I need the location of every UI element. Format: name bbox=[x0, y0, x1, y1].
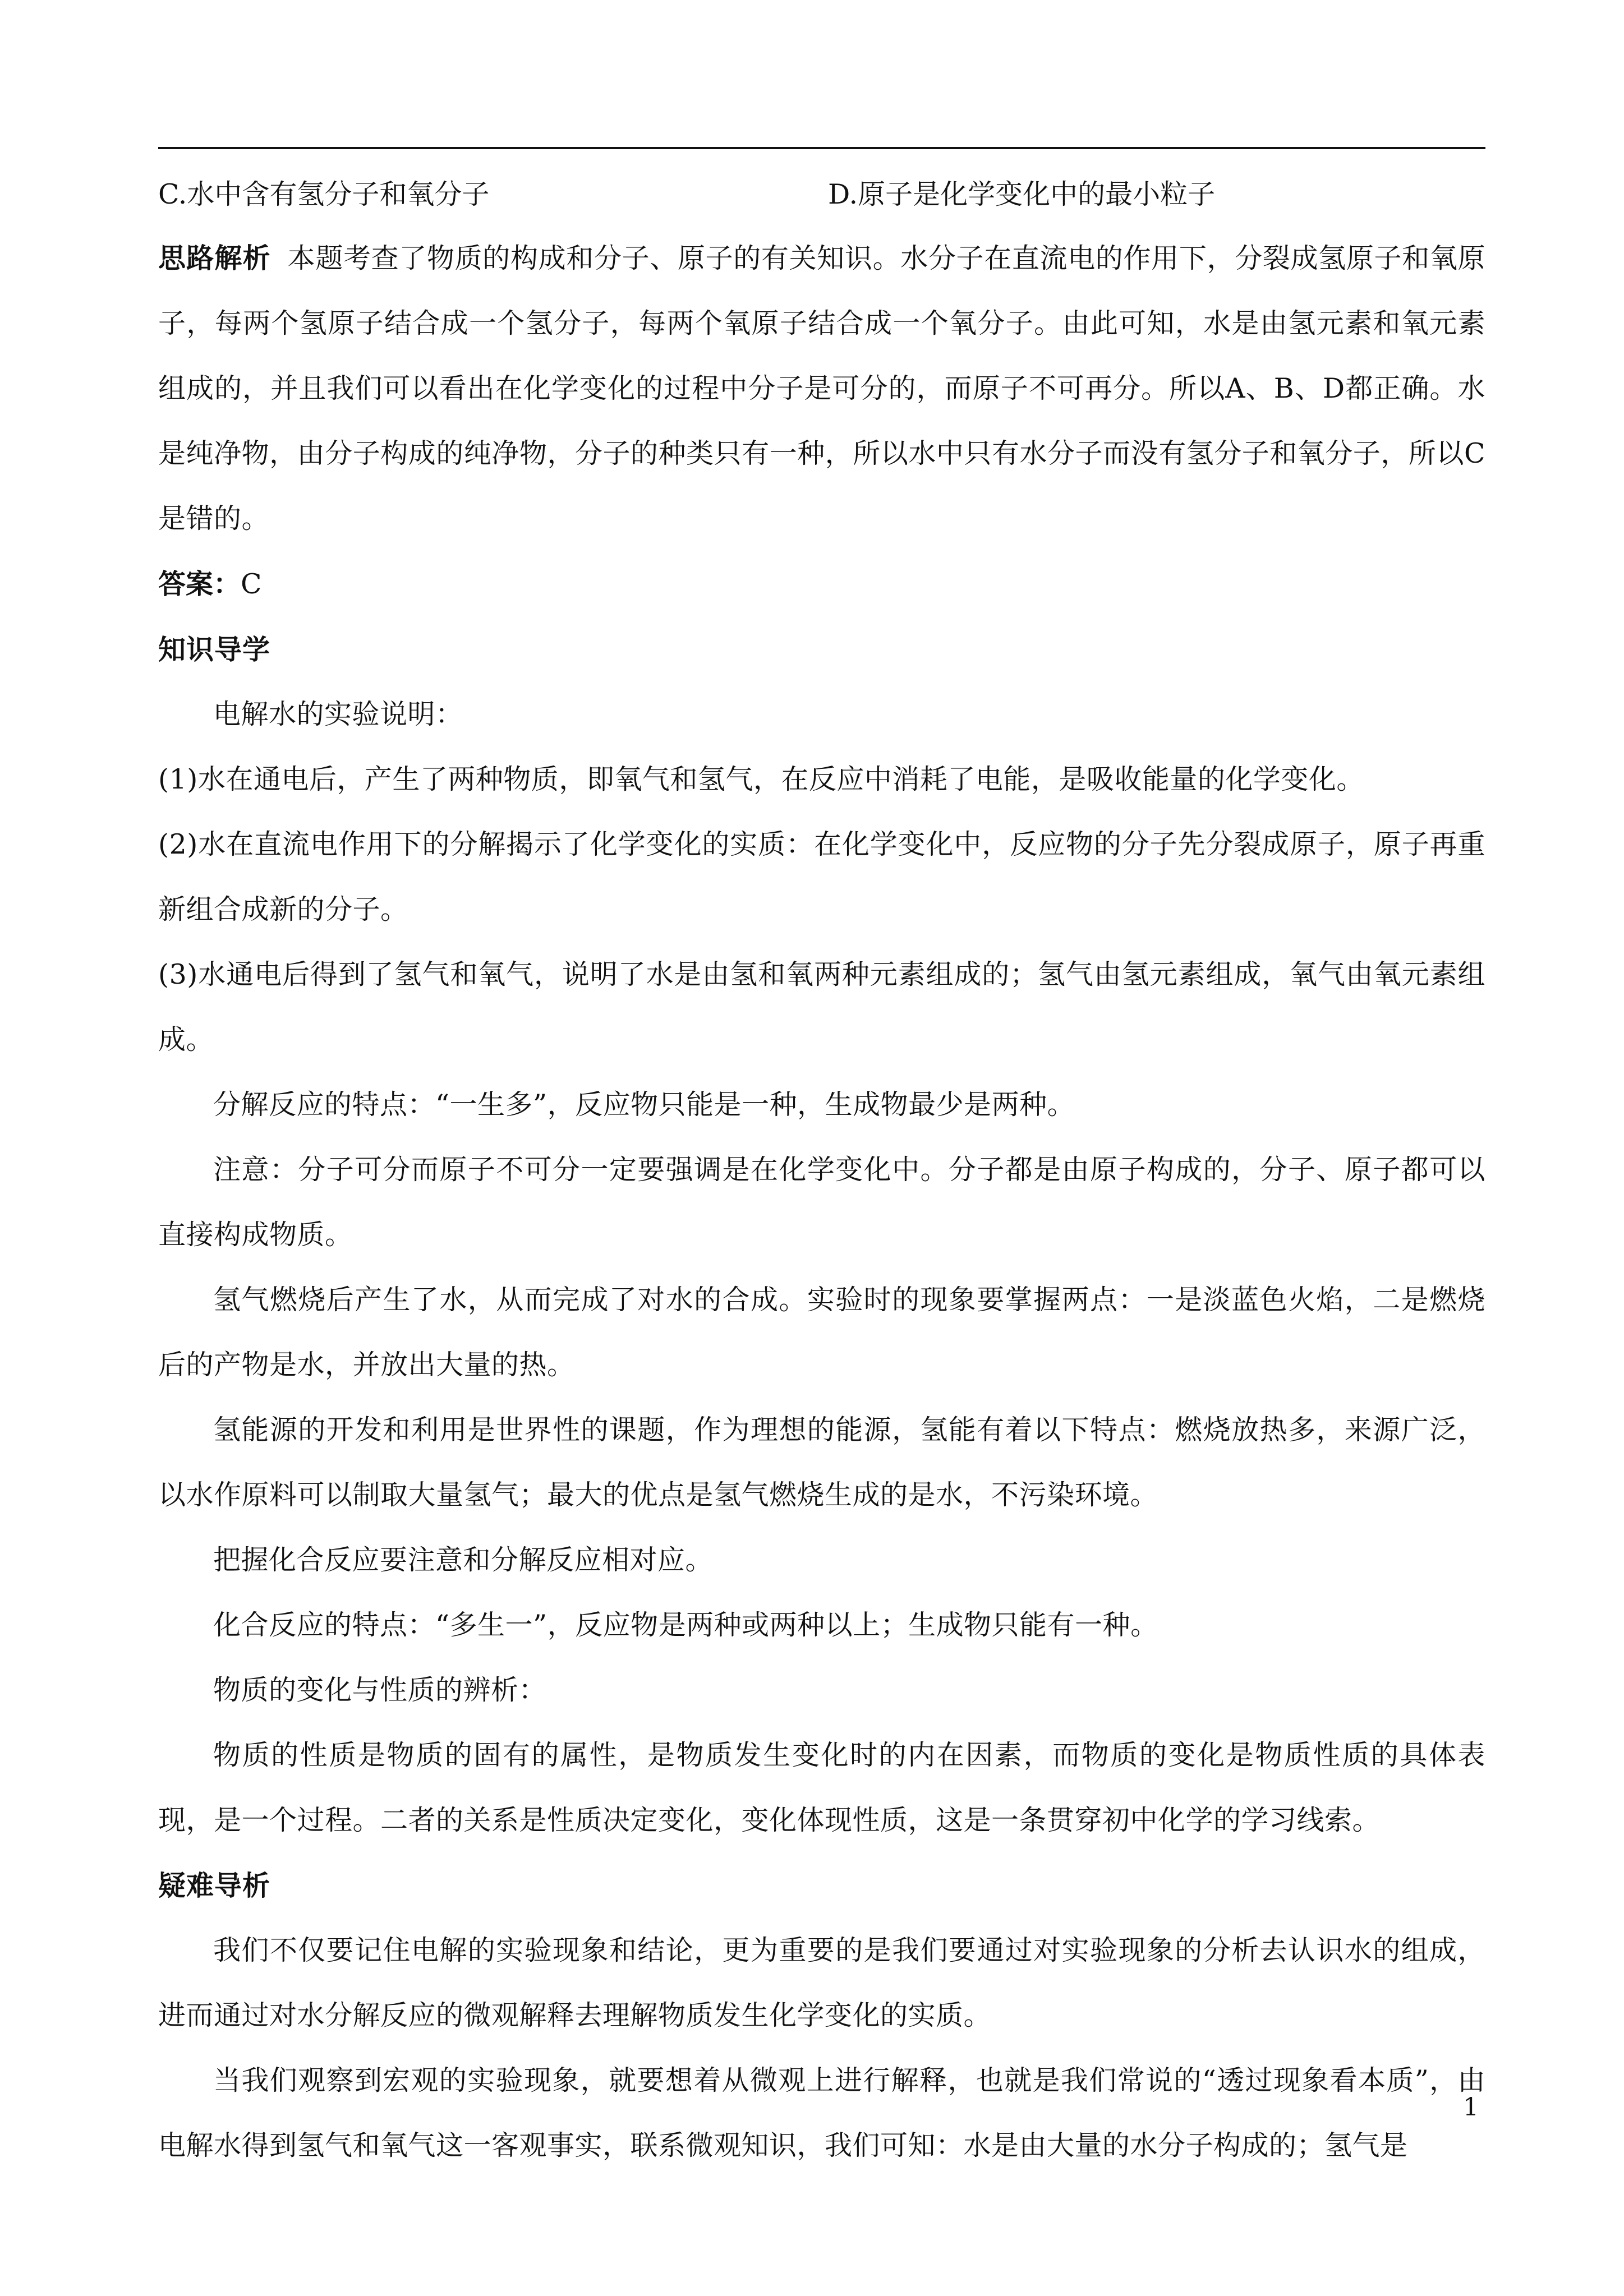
knowledge-point-1: (1)水在通电后，产生了两种物质，即氧气和氢气，在反应中消耗了电能，是吸收能量的化学变化。 bbox=[158, 763, 1364, 795]
section-heading-difficulty: 疑难导析 bbox=[158, 1869, 271, 1902]
knowledge-point-2: (2)水在直流电作用下的分解揭示了化学变化的实质：在化学变化中，反应物的分子先分裂成原子，原子再重新组合成新的分子。 bbox=[158, 828, 1485, 925]
knowledge-paragraph-combination-feature: 化合反应的特点：“多生一”，反应物是两种或两种以上；生成物只能有一种。 bbox=[213, 1609, 1158, 1641]
answer-options-row bbox=[158, 164, 1485, 225]
section-heading-knowledge: 知识导学 bbox=[158, 633, 271, 666]
knowledge-paragraph-note: 注意：分子可分而原子不可分一定要强调是在化学变化中。分子都是由原子构成的，分子、原子都可以直接构成物质。 bbox=[158, 1154, 1485, 1251]
option-d: D.原子是化学变化中的最小粒子 bbox=[828, 178, 1216, 210]
answer-value: C bbox=[241, 568, 262, 600]
difficulty-paragraph-1: 我们不仅要记住电解的实验现象和结论，更为重要的是我们要通过对实验现象的分析去认识水的组成，进而通过对水分解反应的微观解释去理解物质发生化学变化的实质。 bbox=[158, 1934, 1485, 2031]
knowledge-paragraph-decomposition: 分解反应的特点：“一生多”，反应物只能是一种，生成物最少是两种。 bbox=[213, 1089, 1075, 1121]
answer-label: 答案： bbox=[158, 568, 241, 600]
analysis-text: 本题考查了物质的构成和分子、原子的有关知识。水分子在直流电的作用下，分裂成氢原子和氧原子，每两个氢原子结合成一个氢分子，每两个氧原子结合成一个氧分子。由此可知，水是由氢元素和氧元素组成的，并且我们可以看出在化学变化的过程中分子是可分的，而原子不可再分。所以A、B、D都正确。水是纯净物，由分子构成的纯净物，分子的种类只有一种，所以水中只有水分子而没有氢分子和氧分子，所以C是错的。 bbox=[158, 242, 1485, 534]
analysis-label: 思路解析 bbox=[158, 242, 271, 274]
knowledge-intro: 电解水的实验说明： bbox=[213, 698, 463, 730]
option-c: C.水中含有氢分子和氧分子 bbox=[158, 178, 490, 210]
page-number: 1 bbox=[1463, 2093, 1479, 2122]
knowledge-paragraph-change-property: 物质的变化与性质的辨析： bbox=[213, 1674, 547, 1706]
knowledge-paragraph-combination: 把握化合反应要注意和分解反应相对应。 bbox=[213, 1544, 714, 1576]
knowledge-point-3: (3)水通电后得到了氢气和氧气，说明了水是由氢和氧两种元素组成的；氢气由氢元素组成，氧气由氧元素组成。 bbox=[158, 958, 1485, 1055]
page-content bbox=[158, 164, 1485, 2178]
knowledge-paragraph-hydrogen-burning: 氢气燃烧后产生了水，从而完成了对水的合成。实验时的现象要掌握两点：一是淡蓝色火焰，二是燃烧后的产物是水，并放出大量的热。 bbox=[158, 1284, 1485, 1381]
knowledge-paragraph-hydrogen-energy: 氢能源的开发和利用是世界性的课题，作为理想的能源，氢能有着以下特点：燃烧放热多，来源广泛，以水作原料可以制取大量氢气；最大的优点是氢气燃烧生成的是水，不污染环境。 bbox=[158, 1414, 1485, 1511]
analysis-paragraph bbox=[158, 225, 1485, 551]
difficulty-paragraph-2: 当我们观察到宏观的实验现象，就要想着从微观上进行解释，也就是我们常说的“透过现象看本质”，由电解水得到氢气和氧气这一客观事实，联系微观知识，我们可知：水是由大量的水分子构成的；氢气是 bbox=[158, 2064, 1485, 2161]
answer-line bbox=[158, 551, 1485, 617]
header-rule bbox=[158, 147, 1485, 149]
knowledge-paragraph-property-detail: 物质的性质是物质的固有的属性，是物质发生变化时的内在因素，而物质的变化是物质性质的具体表现，是一个过程。二者的关系是性质决定变化，变化体现性质，这是一条贯穿初中化学的学习线索。 bbox=[158, 1739, 1485, 1836]
